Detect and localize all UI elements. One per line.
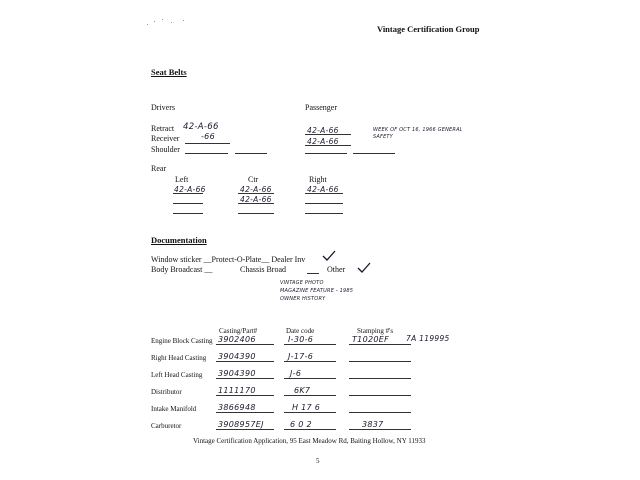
rear-left-value: 42-A-66: [174, 185, 206, 194]
part-date-line: [284, 361, 336, 362]
rear-right-line-2: [305, 203, 343, 204]
part-label: Engine Block Casting: [151, 337, 213, 345]
shoulder-driver-line-2: [235, 153, 267, 154]
part-stamp-line: [349, 344, 411, 345]
shoulder-passenger-line: [305, 153, 347, 154]
part-label: Intake Manifold: [151, 405, 197, 413]
col-casting-header: Casting/Part#: [219, 327, 258, 335]
passenger-note: WEEK OF OCT 16, 1966 GENERAL SAFETY: [373, 127, 463, 140]
rear-label: Rear: [151, 164, 167, 173]
rear-ctr-value-1: 42-A-66: [240, 185, 272, 194]
receiver-passenger-line: [305, 145, 351, 146]
rear-ctr-line-2: [238, 203, 274, 204]
retract-passenger-line: [305, 134, 351, 135]
dealer-inv-check-icon: [322, 250, 336, 262]
part-casting-line: [216, 395, 274, 396]
col-stamping-header: Stamping #'s: [357, 327, 394, 335]
part-date: 6 0 2: [290, 420, 312, 429]
documentation-line-1: Window sticker __Protect-O-Plate__ Dealer Inv: [151, 255, 306, 264]
passenger-label: Passenger: [305, 103, 337, 112]
part-casting: 3904390: [218, 352, 256, 361]
rear-right-line-3: [305, 213, 343, 214]
part-label: Carburetor: [151, 422, 182, 430]
doc-note-3: OWNER HISTORY: [280, 296, 326, 302]
rear-right-label: Right: [309, 175, 327, 184]
part-stamp-line: [349, 395, 411, 396]
part-casting-line: [216, 378, 274, 379]
receiver-passenger-value: 42-A-66: [307, 137, 339, 146]
doc-note-1: VINTAGE PHOTO: [280, 280, 324, 286]
rear-ctr-value-2: 42-A-66: [240, 195, 272, 204]
page-number: 5: [316, 457, 320, 465]
rear-ctr-label: Ctr: [248, 175, 259, 184]
part-stamp-line: [349, 412, 411, 413]
part-casting-line: [216, 361, 274, 362]
part-stamp: T1020EF: [352, 335, 390, 344]
part-stamp-extra: 7A 119995: [406, 334, 450, 343]
rear-right-value: 42-A-66: [307, 185, 339, 194]
documentation-line-2c: Other: [327, 265, 346, 274]
part-label: Distributor: [151, 388, 182, 396]
part-label: Left Head Casting: [151, 371, 203, 379]
part-date: J-17-6: [288, 352, 314, 361]
part-date-line: [284, 412, 336, 413]
part-date: H 17 6: [292, 403, 321, 412]
part-casting: 3904390: [218, 369, 256, 378]
retract-label: Retract: [151, 124, 175, 133]
org-header: Vintage Certification Group: [377, 24, 480, 34]
drivers-label: Drivers: [151, 103, 175, 112]
part-date: 6K7: [294, 386, 311, 395]
scan-speck: [171, 22, 172, 23]
other-check-icon: [357, 262, 371, 274]
part-stamp-line: [349, 429, 411, 430]
part-stamp-line: [349, 361, 411, 362]
rear-left-line-2: [173, 203, 203, 204]
scan-speck: [154, 21, 155, 22]
rear-right-line: [305, 193, 343, 194]
rear-ctr-line: [238, 193, 274, 194]
rear-left-line: [173, 193, 203, 194]
rear-left-line-3: [173, 213, 203, 214]
receiver-label: Receiver: [151, 134, 180, 143]
part-date: I-30-6: [288, 335, 314, 344]
scan-speck: [162, 19, 163, 20]
chassis-broad-line: [307, 273, 319, 274]
rear-ctr-line-3: [238, 213, 274, 214]
retract-driver-value: 42-A-66: [183, 122, 219, 132]
part-casting: 3908957EJ: [218, 420, 264, 429]
shoulder-driver-line: [185, 153, 228, 154]
part-casting-line: [216, 412, 274, 413]
receiver-driver-value: -66: [201, 132, 215, 141]
part-stamp-line: [349, 378, 411, 379]
documentation-line-2a: Body Broadcast __: [151, 265, 213, 274]
documentation-line-2b: Chassis Broad: [240, 265, 286, 274]
part-casting: 3902406: [218, 335, 256, 344]
part-label: Right Head Casting: [151, 354, 207, 362]
scan-speck: [183, 20, 184, 21]
part-date-line: [284, 344, 336, 345]
retract-passenger-value: 42-A-66: [307, 126, 339, 135]
part-casting: 1111170: [218, 386, 256, 395]
receiver-driver-line: [185, 143, 230, 144]
part-casting-line: [216, 344, 274, 345]
scan-speck: [147, 24, 148, 25]
part-casting-line: [216, 429, 274, 430]
seat-belts-title: Seat Belts: [151, 67, 187, 77]
part-date-line: [284, 429, 336, 430]
shoulder-label: Shoulder: [151, 145, 180, 154]
rear-left-label: Left: [175, 175, 189, 184]
part-stamp: 3837: [362, 420, 384, 429]
part-casting: 3866948: [218, 403, 256, 412]
shoulder-passenger-line-2: [353, 153, 395, 154]
part-date-line: [284, 378, 336, 379]
doc-note-2: MAGAZINE FEATURE - 1985: [280, 288, 354, 294]
footer-address: Vintage Certification Application, 95 East Meadow Rd, Baiting Hollow, NY 11933: [193, 437, 426, 445]
col-date-header: Date code: [286, 327, 315, 335]
part-date-line: [284, 395, 336, 396]
part-date: J-6: [290, 369, 302, 378]
documentation-title: Documentation: [151, 235, 207, 245]
